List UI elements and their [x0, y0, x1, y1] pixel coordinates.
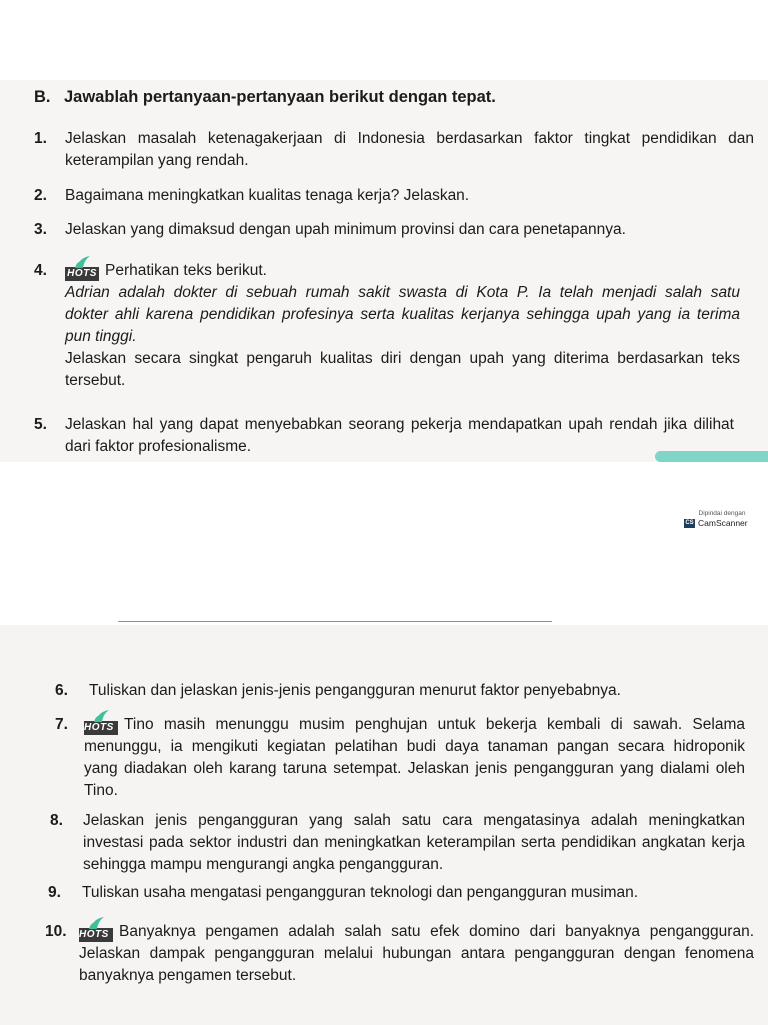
- page-divider: [118, 621, 552, 622]
- question-text-line: dari faktor profesionalisme.: [65, 438, 252, 455]
- accent-bar: [655, 451, 768, 462]
- question-intro: [65, 260, 740, 282]
- question-text-line: Jelaskan dampak pengangguran melalui hubungan antara pengangguran dengan fenomena: [79, 945, 754, 962]
- leaf-icon: [94, 709, 110, 722]
- question-number: 3.: [34, 221, 47, 238]
- question-number: 2.: [34, 187, 47, 204]
- question-number: 5.: [34, 416, 47, 433]
- question-text-line: tersebut.: [65, 372, 126, 389]
- question-text-line: investasi pada sektor industri dan meningkatkan keterampilan serta pendidikan angkatan kerja: [83, 834, 745, 851]
- question-text: Tuliskan usaha mengatasi pengangguran teknologi dan pengangguran musiman.: [82, 884, 639, 901]
- question-text-line: menunggu, ia mengikuti kegiatan pelatihan budi daya tanaman pangan secara hidroponik: [84, 738, 745, 755]
- hots-badge-icon: HOTS: [84, 721, 118, 735]
- question-text: Jelaskan yang dimaksud dengan upah minimum provinsi dan cara penetapannya.: [65, 221, 626, 238]
- leaf-icon: [75, 255, 91, 268]
- hots-badge-icon: HOTS: [79, 928, 113, 942]
- watermark-caption: Dipindai dengan: [698, 510, 746, 517]
- section-number: B.: [34, 88, 51, 106]
- watermark-brand: CamScanner: [698, 518, 748, 528]
- question-number: 4.: [34, 262, 47, 279]
- question-text-line: Jelaskan jenis pengangguran yang salah satu cara mengatasinya adalah meningkatkan: [83, 812, 745, 829]
- passage-line: Adrian adalah dokter di sebuah rumah sakit swasta di Kota P. Ia telah menjadi salah satu: [65, 284, 740, 301]
- question-text-line: HOTS Banyaknya pengamen adalah salah satu efek domino dari banyaknya pengangguran.: [79, 921, 754, 943]
- question-number: 1.: [34, 130, 47, 147]
- question-number: 10.: [45, 923, 67, 940]
- question-text-line: HOTS Tino masih menunggu musim penghujan untuk bekerja kembali di sawah. Selama: [84, 714, 745, 736]
- question-intro-text: Perhatikan teks berikut.: [105, 262, 267, 279]
- leaf-icon: [89, 916, 105, 929]
- question-text-line: Jelaskan secara singkat pengaruh kualitas diri dengan upah yang diterima berdasarkan teks: [65, 350, 740, 367]
- camscanner-watermark: [684, 510, 760, 528]
- question-text-line: sehingga mampu mengurangi angka pengangguran.: [83, 856, 444, 873]
- hots-badge-icon: HOTS: [65, 267, 99, 281]
- question-text-line: yang diadakan oleh karang taruna setempat. Jelaskan jenis pengangguran yang dialami oleh: [84, 760, 745, 777]
- passage-line: dokter ahli karena pendidikan profesinya serta kualitas kerjanya sehingga upah yang ia terima: [65, 306, 740, 323]
- question-text-line: Tino.: [84, 782, 118, 799]
- question-number: 7.: [55, 716, 68, 733]
- camscanner-logo-icon: CS: [685, 519, 694, 526]
- question-text: Tuliskan dan jelaskan jenis-jenis pengangguran menurut faktor penyebabnya.: [89, 682, 621, 699]
- section-heading: [34, 88, 496, 107]
- question-text-line: keterampilan yang rendah.: [65, 152, 249, 169]
- question-number: 8.: [50, 812, 63, 829]
- section-title: Jawablah pertanyaan-pertanyaan berikut dengan tepat.: [64, 88, 496, 106]
- question-text: Bagaimana meningkatkan kualitas tenaga kerja? Jelaskan.: [65, 187, 470, 204]
- passage-line: pun tinggi.: [65, 328, 137, 345]
- question-number: 6.: [55, 682, 68, 699]
- question-text-line: Jelaskan hal yang dapat menyebabkan seorang pekerja mendapatkan upah rendah jika dilihat: [65, 416, 734, 433]
- question-text-line: banyaknya pengamen tersebut.: [79, 967, 297, 984]
- question-number: 9.: [48, 884, 61, 901]
- question-text-line: Jelaskan masalah ketenagakerjaan di Indonesia berdasarkan faktor tingkat pendidikan dan: [65, 130, 754, 147]
